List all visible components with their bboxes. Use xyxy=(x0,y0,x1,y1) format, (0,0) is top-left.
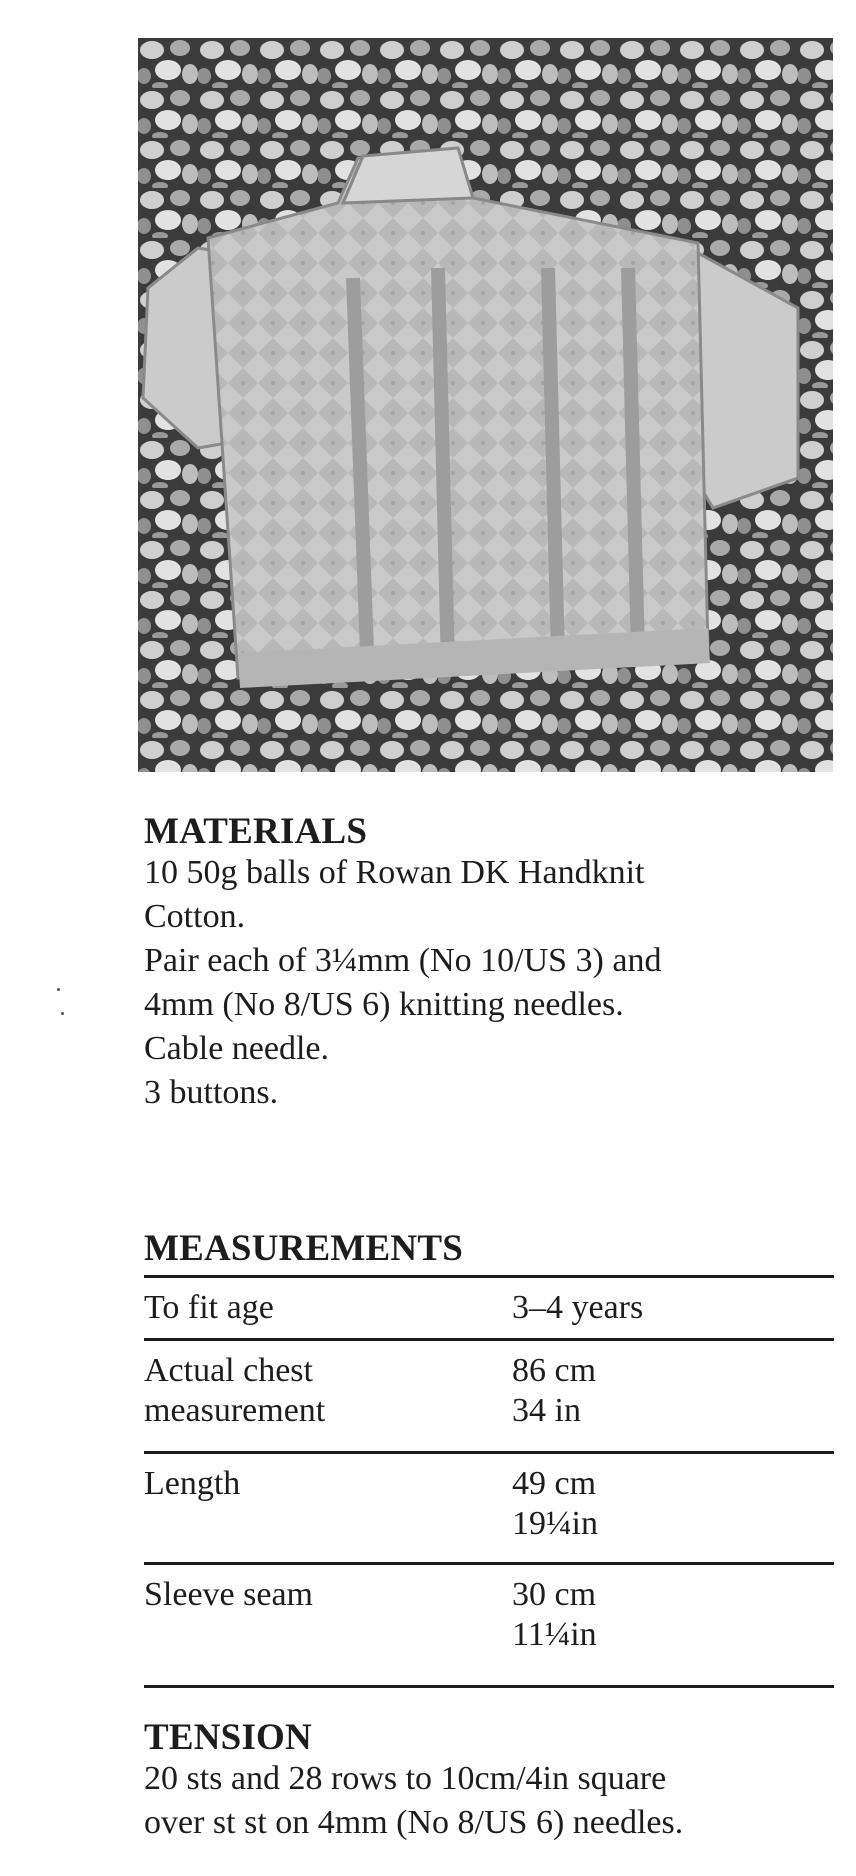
tension-heading: TENSION xyxy=(144,1717,312,1758)
materials-heading: MATERIALS xyxy=(144,811,368,852)
materials-text xyxy=(144,851,824,1115)
materials-line: 10 50g balls of Rowan DK Handknit xyxy=(144,854,645,891)
table-row xyxy=(144,1338,834,1451)
measurement-value: 30 cm 11¼in xyxy=(512,1576,597,1653)
table-row xyxy=(144,1562,834,1688)
sweater-photo-icon xyxy=(138,38,833,772)
measurement-label: Sleeve seam xyxy=(144,1576,313,1613)
measurement-value: 3–4 years xyxy=(512,1289,644,1326)
page-mark xyxy=(57,988,60,991)
measurement-label: Length xyxy=(144,1465,241,1502)
materials-line: Cotton. xyxy=(144,898,246,935)
sweater-photo xyxy=(138,38,833,772)
tension-line: 20 sts and 28 rows to 10cm/4in square xyxy=(144,1760,667,1797)
measurements-table xyxy=(144,1275,834,1688)
table-row xyxy=(144,1451,834,1562)
measurement-value: 49 cm 19¼in xyxy=(512,1465,598,1542)
materials-line: 3 buttons. xyxy=(144,1074,279,1111)
tension-line: over st st on 4mm (No 8/US 6) needles. xyxy=(144,1804,684,1841)
page-mark xyxy=(61,1012,64,1015)
tension-text xyxy=(144,1757,824,1845)
measurement-label: To fit age xyxy=(144,1289,274,1326)
materials-line: Cable needle. xyxy=(144,1030,330,1067)
measurement-label: Actual chest measurement xyxy=(144,1352,326,1429)
measurement-value: 86 cm 34 in xyxy=(512,1352,597,1429)
materials-line: Pair each of 3¼mm (No 10/US 3) and xyxy=(144,942,662,979)
materials-line: 4mm (No 8/US 6) knitting needles. xyxy=(144,986,624,1023)
table-row xyxy=(144,1275,834,1338)
measurements-heading: MEASUREMENTS xyxy=(144,1228,463,1269)
